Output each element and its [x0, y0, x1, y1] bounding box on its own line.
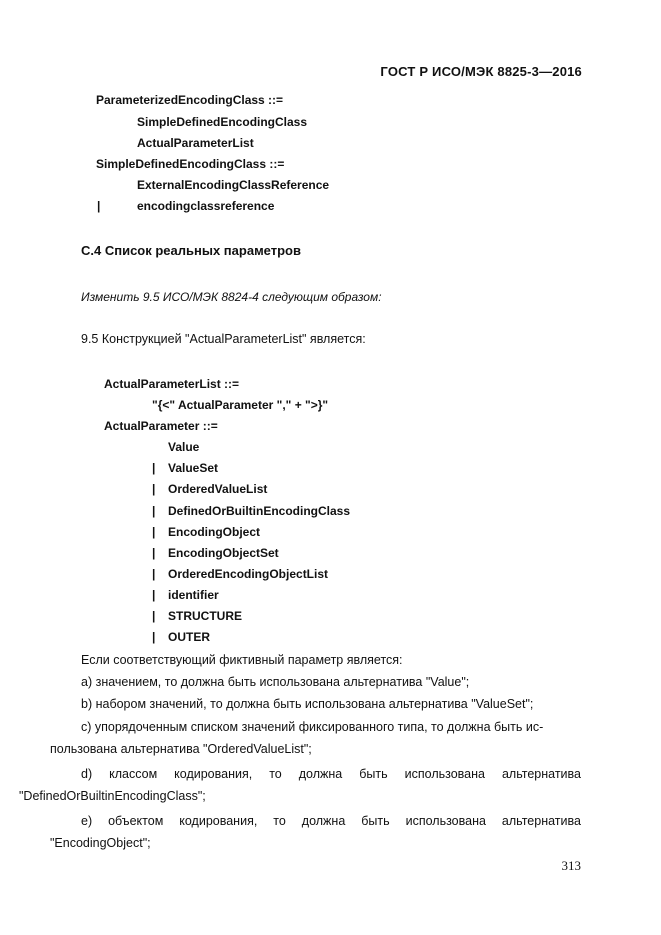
grammar-bar: | — [152, 630, 156, 644]
list-item-continuation: "EncodingObject"; — [50, 836, 151, 850]
grammar-line: ParameterizedEncodingClass ::= — [96, 93, 284, 107]
word: быть — [359, 767, 388, 781]
grammar-bar: | — [152, 482, 156, 496]
list-item: b) набором значений, то должна быть использована альтернатива "ValueSet"; — [81, 697, 534, 711]
grammar-bar: | — [152, 504, 156, 518]
grammar-bar: | — [152, 609, 156, 623]
grammar-bar: | — [97, 199, 101, 213]
document-header: ГОСТ Р ИСО/МЭК 8825-3—2016 — [380, 64, 582, 79]
grammar-alternative: EncodingObjectSet — [168, 546, 279, 560]
word: кодирования, — [174, 767, 253, 781]
section-heading: С.4 Список реальных параметров — [81, 243, 301, 258]
grammar-alternative: Value — [168, 440, 200, 454]
word: кодирования, — [179, 814, 258, 828]
grammar-line: SimpleDefinedEncodingClass ::= — [96, 157, 285, 171]
word: быть — [361, 814, 390, 828]
word: альтернатива — [501, 814, 581, 828]
list-item-continuation: пользована альтернатива "OrderedValueList"; — [50, 742, 312, 756]
grammar-alternative: OrderedValueList — [168, 482, 268, 496]
paragraph: Если соответствующий фиктивный параметр является: — [81, 653, 403, 667]
list-item — [81, 767, 581, 781]
grammar-alternative: OUTER — [168, 630, 210, 644]
list-item: а) значением, то должна быть использована альтернатива "Value"; — [81, 675, 470, 689]
word: объектом — [108, 814, 164, 828]
word: то — [273, 814, 286, 828]
grammar-bar: | — [152, 461, 156, 475]
grammar-bar: | — [152, 525, 156, 539]
grammar-bar: | — [152, 567, 156, 581]
grammar-alternative: ValueSet — [168, 461, 219, 475]
word: то — [269, 767, 282, 781]
amendment-instruction: Изменить 9.5 ИСО/МЭК 8824-4 следующим образом: — [81, 290, 382, 304]
word: должна — [301, 814, 346, 828]
clause-intro: 9.5 Конструкцией "ActualParameterList" является: — [81, 332, 366, 346]
grammar-line: ActualParameterList — [137, 136, 254, 150]
word: классом — [109, 767, 158, 781]
word: должна — [298, 767, 343, 781]
word: альтернатива — [501, 767, 581, 781]
grammar-rule-head: ActualParameter ::= — [104, 419, 218, 433]
grammar-alternative: STRUCTURE — [168, 609, 242, 623]
grammar-alternative: DefinedOrBuiltinEncodingClass — [168, 504, 351, 518]
grammar-line: ExternalEncodingClassReference — [137, 178, 330, 192]
word: е) — [81, 814, 93, 828]
list-item: с) упорядоченным списком значений фиксированного типа, то должна быть ис- — [81, 720, 544, 734]
list-item — [81, 814, 581, 828]
grammar-rule-body: "{<" ActualParameter "," + ">}" — [152, 398, 329, 412]
page-number: 313 — [561, 858, 581, 873]
word: использована — [404, 767, 485, 781]
word: использована — [405, 814, 486, 828]
grammar-line: encodingclassreference — [137, 199, 275, 213]
grammar-alternative: identifier — [168, 588, 219, 602]
grammar-bar: | — [152, 546, 156, 560]
grammar-bar: | — [152, 588, 156, 602]
grammar-line: SimpleDefinedEncodingClass — [137, 115, 308, 129]
grammar-alternative: EncodingObject — [168, 525, 261, 539]
word: d) — [81, 767, 93, 781]
grammar-rule-head: ActualParameterList ::= — [104, 377, 240, 391]
grammar-alternative: OrderedEncodingObjectList — [168, 567, 329, 581]
list-item-continuation: "DefinedOrBuiltinEncodingClass"; — [19, 789, 206, 803]
